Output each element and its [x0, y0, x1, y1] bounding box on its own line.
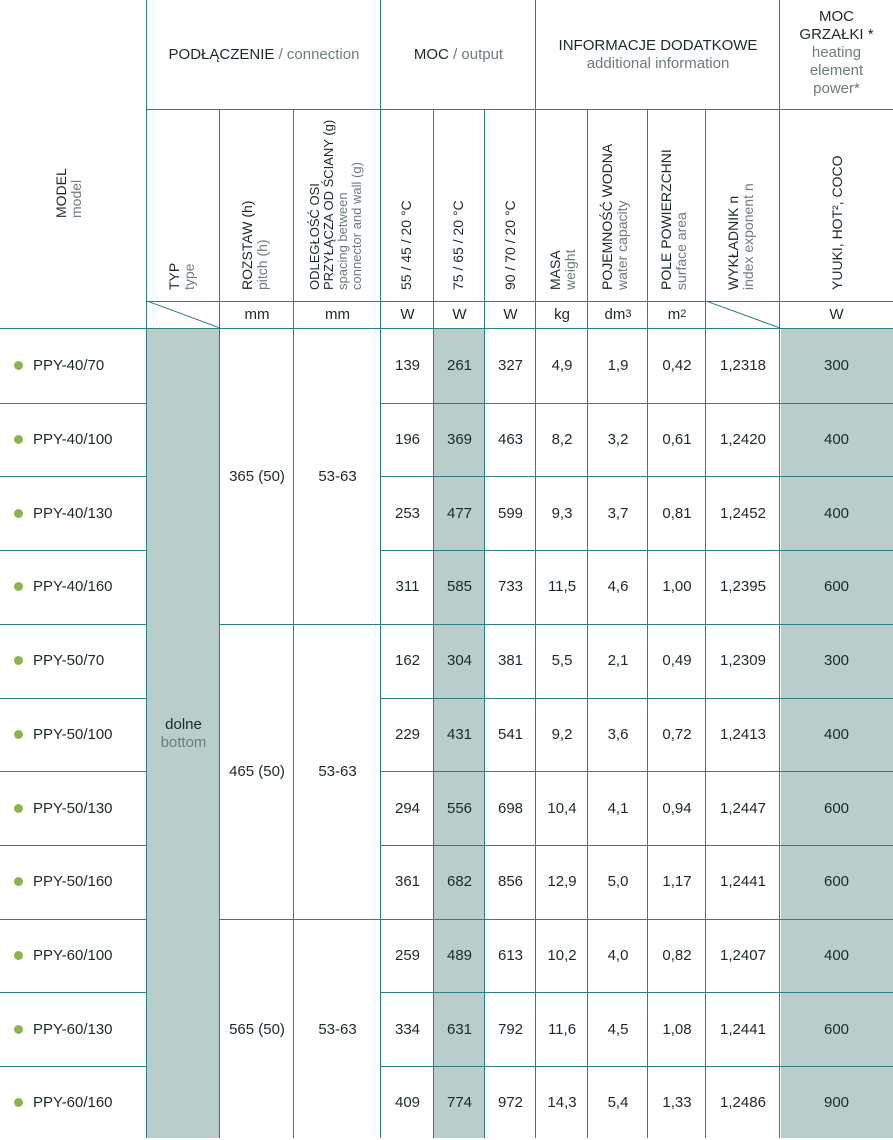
cell-water: 5,0 [607, 873, 629, 891]
bullet-dot-icon [14, 1098, 23, 1107]
cell-heater: 400 [823, 725, 850, 743]
grid-line [146, 109, 893, 110]
bullet-dot-icon [14, 804, 23, 813]
col-t75: 75 / 65 / 20 °C [450, 200, 466, 290]
cell-mass: 9,2 [551, 725, 573, 743]
cell-exponent: 1,2441 [720, 1020, 766, 1038]
cell-exponent: 1,2407 [720, 946, 766, 964]
col-t55: 55 / 45 / 20 °C [398, 200, 414, 290]
model-name: PPY-50/160 [33, 873, 113, 891]
col-t90: 90 / 70 / 20 °C [502, 200, 518, 290]
cell-t75: 304 [446, 652, 473, 670]
bullet-dot-icon [14, 656, 23, 665]
cell-t75: 774 [446, 1094, 473, 1112]
cell-t90: 733 [497, 578, 524, 596]
cell-water: 4,5 [607, 1020, 629, 1038]
col-model: MODEL model [53, 168, 84, 218]
header-connection: PODŁĄCZENIE / connection [168, 45, 360, 63]
unit-mass: kg [554, 305, 570, 323]
model-cell [0, 624, 146, 698]
cell-t55: 361 [394, 873, 421, 891]
cell-exponent: 1,2420 [720, 431, 766, 449]
bullet-dot-icon [14, 509, 23, 518]
model-name: PPY-40/160 [33, 578, 113, 596]
cell-t75: 631 [446, 1020, 473, 1038]
unit-pitch: mm [244, 305, 270, 323]
cell-mass: 9,3 [551, 504, 573, 522]
cell-surface: 0,82 [662, 946, 692, 964]
cell-t75: 489 [446, 946, 473, 964]
cell-t55: 311 [395, 578, 420, 596]
bullet-dot-icon [14, 730, 23, 739]
unit-t75: W [452, 305, 467, 323]
cell-mass: 5,5 [551, 652, 573, 670]
type-unit-diagonal [147, 301, 220, 328]
model-cell [0, 992, 146, 1066]
unit-water: dm 3 [604, 305, 632, 323]
cell-mass: 8,2 [551, 431, 573, 449]
model-name: PPY-40/130 [33, 504, 113, 522]
model-name: PPY-50/70 [33, 652, 105, 670]
model-cell [0, 845, 146, 919]
header-heating-power: MOC GRZAŁKI * heating element power* [799, 8, 874, 97]
cell-t90: 599 [497, 504, 524, 522]
cell-t55: 139 [394, 357, 421, 375]
cell-surface: 0,49 [662, 652, 692, 670]
cell-water: 3,2 [607, 431, 629, 449]
bullet-dot-icon [14, 582, 23, 591]
cell-mass: 11,6 [547, 1020, 577, 1038]
cell-heater: 300 [823, 652, 850, 670]
bullet-dot-icon [14, 361, 23, 370]
cell-water: 4,0 [607, 946, 629, 964]
cell-t75: 369 [446, 431, 473, 449]
cell-water: 4,6 [607, 578, 629, 596]
header-additional-info: INFORMACJE DODATKOWE additional information [558, 36, 758, 72]
col-mass: MASA weight [547, 249, 578, 290]
cell-t55: 334 [394, 1020, 421, 1038]
model-cell [0, 550, 146, 624]
cell-t55: 409 [394, 1094, 421, 1112]
cell-heater: 600 [823, 799, 850, 817]
cell-exponent: 1,2447 [720, 799, 766, 817]
cell-t55: 294 [394, 799, 421, 817]
model-name: PPY-60/100 [33, 946, 113, 964]
model-cell [0, 698, 146, 772]
unit-surface: m 2 [667, 305, 687, 323]
cell-t55: 253 [394, 504, 421, 522]
unit-heater: W [829, 305, 844, 323]
type-value: dolne bottom [160, 715, 207, 751]
cell-surface: 1,33 [662, 1094, 692, 1112]
col-pitch: ROZSTAW (h) pitch (h) [239, 200, 270, 290]
col-type: TYP type [166, 262, 197, 290]
cell-t90: 463 [497, 431, 524, 449]
cell-heater: 400 [823, 946, 850, 964]
unit-spacing: mm [325, 305, 350, 323]
cell-exponent: 1,2441 [720, 873, 766, 891]
cell-exponent: 1,2413 [720, 725, 766, 743]
model-cell [0, 919, 146, 993]
cell-t75: 261 [446, 357, 473, 375]
cell-water: 4,1 [607, 799, 629, 817]
cell-water: 3,7 [607, 504, 629, 522]
bullet-dot-icon [14, 1025, 23, 1034]
cell-surface: 0,81 [662, 504, 692, 522]
cell-t90: 381 [497, 652, 524, 670]
cell-mass: 14,3 [547, 1094, 577, 1112]
cell-water: 2,1 [607, 652, 629, 670]
group-pitch: 365 (50) [229, 467, 285, 485]
bullet-dot-icon [14, 951, 23, 960]
model-cell [0, 329, 146, 403]
cell-t90: 972 [497, 1094, 524, 1112]
cell-t90: 613 [497, 946, 524, 964]
cell-surface: 0,42 [662, 357, 692, 375]
cell-water: 1,9 [607, 357, 629, 375]
col-exponent: WYKŁADNIK n index exponent n [725, 183, 756, 290]
model-name: PPY-50/100 [33, 725, 113, 743]
exponent-unit-diagonal [706, 301, 780, 328]
cell-heater: 400 [823, 504, 850, 522]
cell-water: 3,6 [607, 725, 629, 743]
cell-heater: 400 [823, 431, 850, 449]
cell-t55: 196 [394, 431, 421, 449]
cell-mass: 12,9 [547, 873, 577, 891]
unit-t90: W [503, 305, 518, 323]
cell-mass: 11,5 [547, 578, 577, 596]
cell-t55: 259 [394, 946, 421, 964]
cell-mass: 10,4 [547, 799, 577, 817]
bullet-dot-icon [14, 435, 23, 444]
cell-t55: 162 [394, 652, 421, 670]
group-spacing: 53-63 [318, 1020, 357, 1038]
cell-mass: 4,9 [551, 357, 573, 375]
col-surface: POLE POWIERZCHNI surface area [658, 149, 689, 290]
cell-t90: 792 [497, 1020, 524, 1038]
cell-heater: 600 [823, 1020, 850, 1038]
cell-exponent: 1,2395 [720, 578, 766, 596]
cell-surface: 0,94 [662, 799, 692, 817]
model-cell [0, 476, 146, 550]
cell-heater: 600 [823, 873, 850, 891]
cell-t90: 698 [497, 799, 524, 817]
cell-t55: 229 [394, 725, 421, 743]
cell-surface: 1,17 [662, 873, 692, 891]
model-name: PPY-60/160 [33, 1094, 113, 1112]
cell-heater: 600 [823, 578, 850, 596]
unit-t55: W [400, 305, 415, 323]
cell-heater: 300 [823, 357, 850, 375]
cell-exponent: 1,2452 [720, 504, 766, 522]
model-name: PPY-60/130 [33, 1020, 113, 1038]
model-name: PPY-40/70 [33, 357, 105, 375]
model-cell [0, 403, 146, 477]
group-pitch: 565 (50) [229, 1020, 285, 1038]
cell-t75: 556 [446, 799, 473, 817]
cell-heater: 900 [823, 1094, 850, 1112]
col-water: POJEMNOŚĆ WODNA water capacity [599, 143, 630, 290]
cell-surface: 0,61 [662, 431, 692, 449]
cell-water: 5,4 [607, 1094, 629, 1112]
col-spacing: ODLEGŁOŚĆ OSI PRZYŁĄCZA OD ŚCIANY (g) spacing between connector and wall (g) [307, 119, 364, 290]
cell-t90: 327 [497, 357, 524, 375]
model-name: PPY-50/130 [33, 799, 113, 817]
cell-surface: 1,00 [662, 578, 692, 596]
cell-t75: 682 [446, 873, 473, 891]
cell-t75: 585 [446, 578, 473, 596]
header-output: MOC / output [413, 45, 504, 63]
cell-t75: 477 [446, 504, 473, 522]
cell-surface: 0,72 [662, 725, 692, 743]
cell-surface: 1,08 [662, 1020, 692, 1038]
cell-t75: 431 [446, 725, 473, 743]
cell-t90: 856 [497, 873, 524, 891]
group-spacing: 53-63 [318, 762, 357, 780]
model-name: PPY-40/100 [33, 431, 113, 449]
bullet-dot-icon [14, 877, 23, 886]
cell-mass: 10,2 [547, 946, 577, 964]
model-cell [0, 1066, 146, 1140]
cell-exponent: 1,2318 [720, 357, 766, 375]
group-pitch: 465 (50) [229, 762, 285, 780]
cell-exponent: 1,2309 [720, 652, 766, 670]
model-cell [0, 771, 146, 845]
cell-exponent: 1,2486 [720, 1094, 766, 1112]
cell-t90: 541 [497, 725, 524, 743]
group-spacing: 53-63 [318, 467, 357, 485]
col-heater: YUUKI, HOT², COCO [829, 155, 845, 290]
